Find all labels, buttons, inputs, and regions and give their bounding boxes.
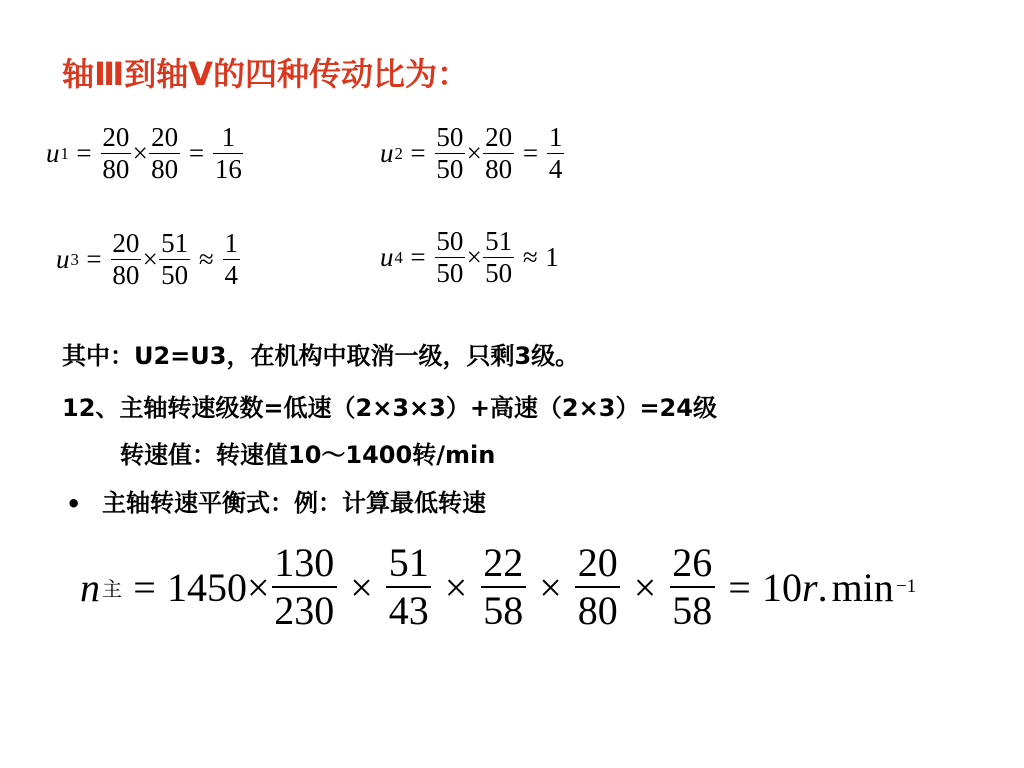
denominator: 58 xyxy=(670,586,715,634)
text-line-1: 其中：U2=U3，在机构中取消一级，只剩3级。 xyxy=(62,342,580,370)
numerator: 22 xyxy=(483,540,524,585)
fraction xyxy=(483,226,513,289)
bullet-icon: • xyxy=(66,490,82,518)
fraction xyxy=(159,228,189,291)
eq-var: u xyxy=(380,242,394,273)
denominator: 80 xyxy=(575,586,620,634)
denominator: 80 xyxy=(485,154,513,185)
fraction xyxy=(149,122,179,185)
numerator: 50 xyxy=(436,226,464,256)
eq-subscript: 3 xyxy=(70,249,79,269)
equals-sign: = xyxy=(133,564,156,610)
times-sign: × xyxy=(466,242,482,273)
result-value: 10 xyxy=(762,564,802,610)
numerator: 20 xyxy=(485,122,513,152)
numerator: 1 xyxy=(224,228,238,258)
denominator: 80 xyxy=(112,260,140,291)
equation-u1 xyxy=(46,122,245,185)
denominator: 43 xyxy=(386,586,431,634)
numerator: 1 xyxy=(548,122,563,152)
fraction xyxy=(483,122,513,185)
text-line-4: 主轴转速平衡式：例：计算最低转速 xyxy=(102,489,486,517)
denominator: 50 xyxy=(161,260,189,291)
equals-sign: = xyxy=(410,138,426,169)
denominator: 16 xyxy=(214,154,242,185)
numerator: 1 xyxy=(221,122,236,152)
numerator: 20 xyxy=(577,540,618,585)
numerator: 51 xyxy=(161,228,189,258)
equals-sign: = xyxy=(728,564,751,610)
gear-ratio-fraction xyxy=(272,540,337,634)
result-value: 1 xyxy=(545,242,559,273)
fraction xyxy=(435,122,465,185)
result-fraction xyxy=(547,122,564,185)
text-line-2: 12、主轴转速级数=低速（2×3×3）+高速（2×3）=24级 xyxy=(62,394,717,422)
numerator: 20 xyxy=(112,228,140,258)
eq-subscript: 1 xyxy=(60,143,69,163)
fraction xyxy=(101,122,131,185)
times-sign: × xyxy=(466,138,482,169)
denominator: 50 xyxy=(436,258,464,289)
numerator: 50 xyxy=(436,122,464,152)
eq-subscript: 2 xyxy=(394,143,403,163)
numerator: 20 xyxy=(151,122,179,152)
times-sign: × xyxy=(444,564,468,610)
unit-min: min xyxy=(831,564,894,610)
gear-ratio-fraction xyxy=(575,540,620,634)
eq-var: u xyxy=(56,244,70,275)
numerator: 26 xyxy=(672,540,713,585)
approx-sign: ≈ xyxy=(198,244,214,275)
times-sign: × xyxy=(142,244,158,275)
equals-sign: = xyxy=(522,138,539,169)
denominator: 4 xyxy=(548,154,563,185)
gear-ratio-fraction xyxy=(670,540,715,634)
denominator: 80 xyxy=(102,154,130,185)
spindle-speed-formula xyxy=(80,540,916,634)
numerator: 20 xyxy=(102,122,130,152)
numerator: 51 xyxy=(485,226,513,256)
fraction xyxy=(435,226,465,289)
times-sign: × xyxy=(246,564,270,610)
result-fraction xyxy=(223,228,240,291)
times-sign: × xyxy=(633,564,657,610)
denominator: 50 xyxy=(485,258,513,289)
formula-subscript: 主 xyxy=(102,576,122,601)
slide-title: 轴Ⅲ到轴V的四种传动比为： xyxy=(62,55,470,93)
eq-var: u xyxy=(46,138,60,169)
denominator: 4 xyxy=(224,260,238,291)
fraction xyxy=(111,228,141,291)
unit-dot: . xyxy=(817,564,828,610)
equation-u3 xyxy=(56,228,241,291)
times-sign: × xyxy=(350,564,373,610)
eq-var: u xyxy=(380,138,394,169)
denominator: 50 xyxy=(436,154,464,185)
unit-exponent: −1 xyxy=(895,576,917,597)
equals-sign: = xyxy=(410,242,426,273)
unit-r: r xyxy=(802,564,818,610)
denominator: 58 xyxy=(481,586,526,634)
coefficient: 1450 xyxy=(166,564,247,610)
times-sign: × xyxy=(132,138,148,169)
equals-sign: = xyxy=(86,244,102,275)
numerator: 130 xyxy=(274,540,335,585)
result-fraction xyxy=(213,122,243,185)
eq-subscript: 4 xyxy=(394,247,403,267)
equation-u4 xyxy=(380,226,559,289)
text-line-3: 转速值：转速值10～1400转/min xyxy=(120,441,496,469)
numerator: 51 xyxy=(388,540,429,585)
approx-sign: ≈ xyxy=(522,242,538,273)
denominator: 230 xyxy=(272,586,337,634)
formula-var: n xyxy=(80,564,100,610)
equation-u2 xyxy=(380,122,566,185)
gear-ratio-fraction xyxy=(481,540,526,634)
denominator: 80 xyxy=(151,154,179,185)
equals-sign: = xyxy=(188,138,205,169)
times-sign: × xyxy=(539,564,562,610)
gear-ratio-fraction xyxy=(386,540,431,634)
equals-sign: = xyxy=(76,138,92,169)
